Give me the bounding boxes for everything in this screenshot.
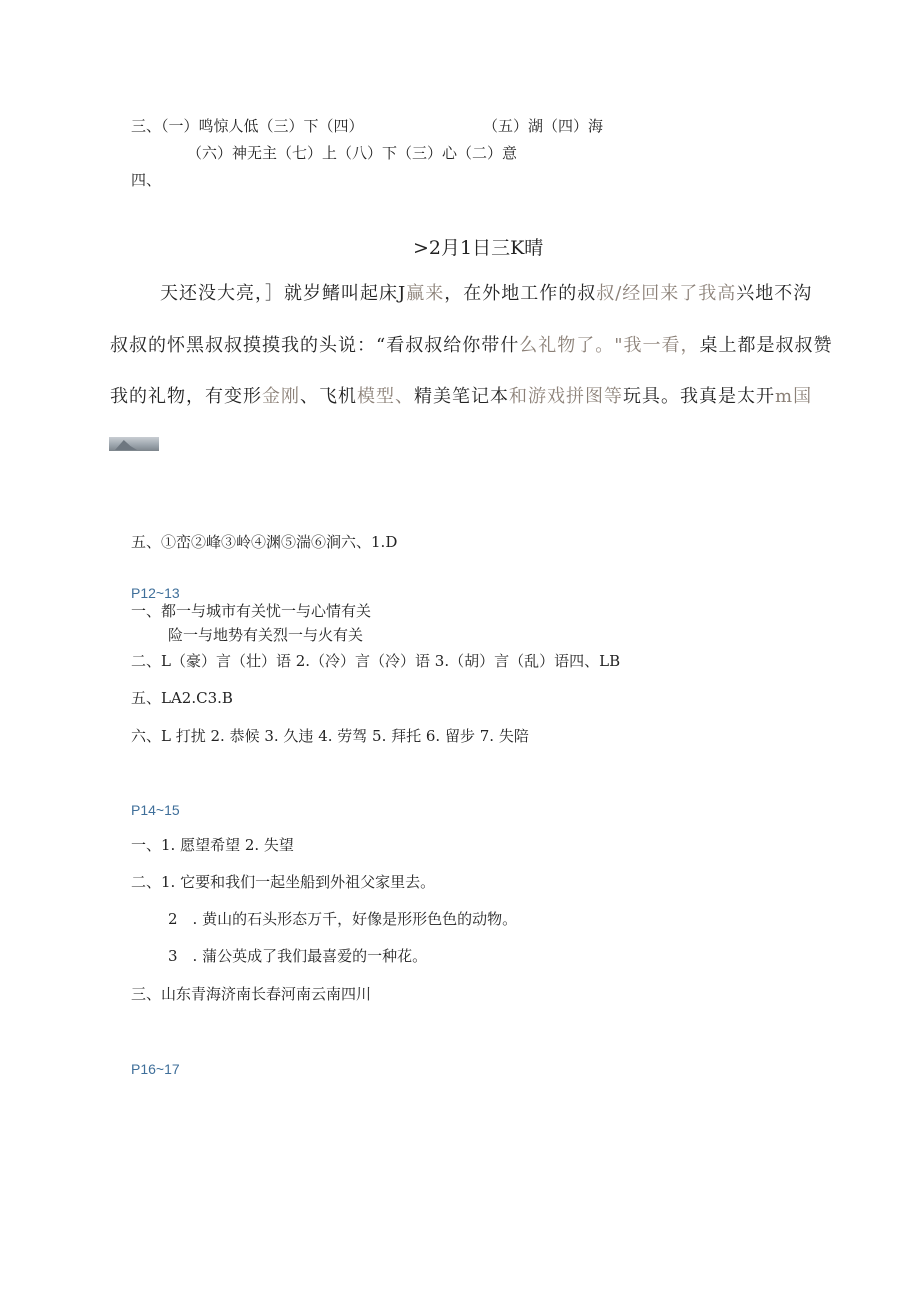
page-heading-p14: P14~15 (131, 802, 180, 818)
p14-line-2: 二、1. 它要和我们一起坐船到外祖父家里去。 (131, 873, 436, 891)
diary-text: 金刚 (262, 386, 300, 407)
diary-line-2 (110, 334, 870, 358)
diary-text: 叔/经回来了我高 (596, 283, 737, 304)
diary-text: ，在外地工作的叔 (444, 283, 597, 304)
section-5-6-answers: 五、①峦②峰③岭④渊⑤湍⑥涧六、1.D (131, 533, 398, 551)
p10-section-3-line-c: （六）神无主（七）上（八）下（三）心（二）意 (187, 144, 518, 162)
diary-title: >2月1日三K晴 (413, 237, 544, 259)
p12-line-5: 六、L 打扰 2. 恭候 3. 久违 4. 劳驾 5. 拜托 6. 留步 7. 失陪 (131, 727, 529, 745)
p12-line-3: 二、L（豪）言（壮）语 2.（冷）言（冷）语 3.（胡）言（乱）语四、LB (131, 652, 621, 670)
diary-text: 模型、 (357, 386, 414, 407)
diary-text: 么礼物了。 (519, 335, 615, 356)
diary-line-3 (110, 385, 870, 409)
diary-text: 和游戏拼图等 (509, 386, 623, 407)
p14-line-4: 3 . 蒲公英成了我们最喜爱的一种花。 (168, 947, 428, 965)
diary-text: m国 (775, 386, 813, 407)
p10-section-3-line-b: （五）湖（四）海 (483, 117, 604, 135)
p14-line-5: 三、山东青海济南长春河南云南四川 (131, 985, 372, 1003)
p14-line-1: 一、1. 愿望希望 2. 失望 (131, 836, 294, 854)
page-heading-p12: P12~13 (131, 585, 180, 601)
diary-text: "我一看， (614, 335, 700, 356)
p12-line-2: 险一与地势有关烈一与火有关 (168, 626, 364, 644)
p12-line-1: 一、都一与城市有关忧一与心情有关 (131, 602, 372, 620)
p12-line-4: 五、LA2.C3.B (131, 689, 233, 707)
p10-section-3-line-a: 三、（一）鸣惊人低（三）下（四） (131, 117, 364, 135)
diary-text: 桌上都是叔叔赞 (699, 335, 833, 356)
diary-text: 赢来 (406, 283, 445, 304)
p14-line-3: 2 . 黄山的石头形态万千，好像是形形色色的动物。 (168, 910, 518, 928)
diary-text: 精美笔记本 (414, 386, 509, 407)
p10-section-4-label: 四、 (131, 171, 162, 189)
diary-image-thumbnail (109, 437, 159, 451)
diary-text: 天还没大亮，］就岁鳍叫起床J (160, 283, 407, 304)
diary-text: 、飞机 (300, 386, 357, 407)
diary-text: 兴地不沟 (736, 283, 813, 304)
page-heading-p16: P16~17 (131, 1061, 180, 1077)
diary-line-1 (110, 282, 870, 306)
diary-text: 我的礼物，有变形 (110, 386, 262, 407)
diary-text: 玩具。我真是太开 (623, 386, 775, 407)
diary-text: 叔叔的怀黑叔叔摸摸我的头说：“看叔叔给你带什 (110, 335, 520, 356)
